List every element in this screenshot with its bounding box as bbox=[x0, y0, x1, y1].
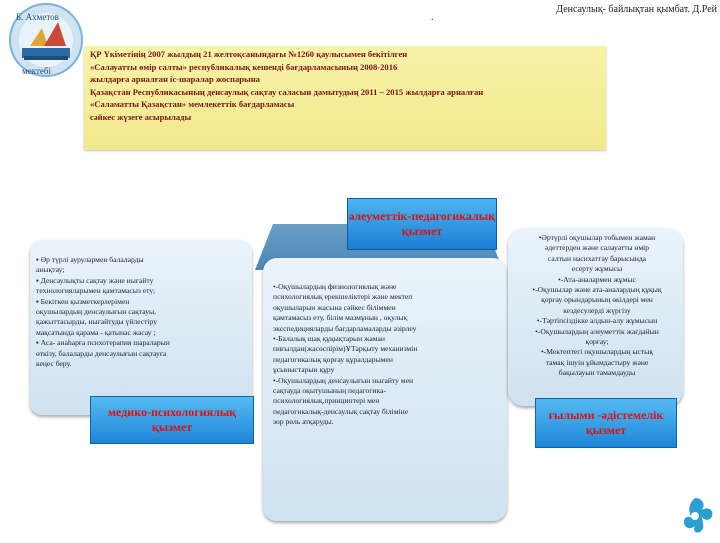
list-item: педагогикалық қорғау құралдарымен bbox=[273, 354, 393, 364]
list-item: ұсыныстарын құру bbox=[273, 365, 335, 375]
list-item: технологияларымен қамтамасыз ету; bbox=[36, 286, 156, 296]
list-item: ▪ Әр түрлі аурулармен балаларды bbox=[36, 255, 144, 264]
list-item: қамтамасыз ету, білім мазмұнын , оқулық bbox=[273, 313, 408, 323]
right-list bbox=[516, 233, 678, 379]
list-item: қажыттасырды, нығайтуды үйлестіру bbox=[36, 317, 158, 327]
school-logo bbox=[0, 0, 96, 80]
center-list bbox=[273, 282, 503, 428]
banner-line: ҚР Үкіметінің 2007 жылдың 21 желтоқсанындағы №1260 қаулысымен бекітілген bbox=[90, 49, 408, 59]
list-item: ▪ Денсаулықты сақтау және нығайту bbox=[36, 275, 154, 285]
list-item: •Әртүрлі оқушылар тобымен жаман bbox=[538, 233, 656, 242]
list-item: есерту жұмысы bbox=[571, 264, 623, 274]
banner-text bbox=[90, 48, 602, 124]
list-item: •-Оқушылар және ата-аналардың құқық bbox=[532, 285, 662, 295]
list-item: өткізу, балаларды денсаулығын сақтауға bbox=[36, 348, 167, 358]
list-item: бақылауын тамамдауды bbox=[558, 368, 636, 378]
list-item: пиғылдан(жасөспірім)ҰТарқыту механизмін bbox=[273, 344, 418, 354]
social-pedagogical-heading: әлеуметтік-педагогикалық қызмет bbox=[347, 198, 497, 250]
logo-sub-text: мектебі bbox=[22, 66, 51, 76]
list-item: зор рөль атқаруды. bbox=[273, 417, 334, 427]
list-item: •-Балалық шақ құқықтарын жаман bbox=[273, 334, 385, 344]
medical-psychological-tag: медико-психологиялық қызмет bbox=[90, 396, 254, 444]
logo-arc-text: Б. Ахметов bbox=[16, 12, 59, 22]
scientific-methodical-tag: ғылыми -әдістемелік қызмет bbox=[535, 398, 677, 448]
list-item: қорғау; bbox=[585, 337, 609, 347]
left-list bbox=[36, 255, 248, 369]
list-item: анықтау; bbox=[36, 265, 65, 275]
list-item: психологиялық,принциптері мен bbox=[273, 396, 380, 406]
list-item: тамақ ішуін ұйымдастыру және bbox=[545, 357, 649, 367]
list-item: оқушылардың денсаулығын сақтауы, bbox=[36, 307, 157, 317]
list-item: •-Мектептегі оқушылардың ыстық bbox=[541, 347, 653, 357]
list-item: ▪ Аса- анаһарға психотерапия шараларын bbox=[36, 338, 170, 348]
banner-line: сәйкес жүзеге асырылады bbox=[90, 111, 192, 122]
list-item: кеңес беру. bbox=[36, 359, 72, 369]
list-item: қорғау орындарының өкілдері мен bbox=[541, 295, 653, 305]
list-item: •-Ата-аналармен жұмыс bbox=[558, 274, 636, 284]
list-item: •-Оқушылардың денсаулығын нығайту мен bbox=[273, 375, 414, 385]
banner-line: Қазақстан Республикасының денсаулық сақтау саласын дамытудың 2011 – 2015 жылдарға арналған bbox=[90, 86, 484, 97]
header-quote: Денсаулық- байлықтан қымбат. Д.Рей bbox=[556, 4, 717, 15]
list-item: ▪ Бекіткен қызметкерлерімен bbox=[36, 296, 130, 306]
list-item: •-Оқушылардың физиологиялық және bbox=[273, 282, 397, 291]
banner-line: жылдарға арналған іс-шаралар жоспарына bbox=[90, 74, 260, 85]
list-item: эксспедицияларды бағдарламаларды әзірлеу bbox=[273, 323, 417, 333]
list-item: •-Тәртіпсіздікке алдын-алу жұмысын bbox=[536, 316, 658, 326]
list-item: сақтауда оқытушының педагогика- bbox=[273, 386, 386, 396]
list-item: •-Оқушылардың әлеуметтік жағдайын bbox=[535, 326, 659, 336]
banner bbox=[84, 46, 606, 150]
list-item: мақсатында қарама - қатынас жасау ; bbox=[36, 327, 156, 337]
banner-line: «Саламатты Қазақстан» мемлекеттік бағдарламасы bbox=[90, 99, 295, 110]
ornament-icon bbox=[672, 494, 718, 538]
list-item: педагогикалық-денсаулық сақтау біліміне bbox=[273, 406, 409, 416]
list-item: оқушыларын жасына сәйкес біліммен bbox=[273, 302, 396, 312]
list-item: салтын насихаттау барысында bbox=[547, 253, 647, 263]
banner-line: «Салауатты өмір салты» республикалық кешенді бағдарламасының 2008-2016 bbox=[90, 61, 398, 72]
header-dot: . bbox=[431, 12, 434, 23]
list-item: кездесулерді жүргізу bbox=[563, 305, 631, 315]
list-item: әдеттерден және салауатты өмір bbox=[544, 243, 650, 253]
list-item: психологиялық ерекшеліктері және мектеп bbox=[273, 292, 413, 302]
